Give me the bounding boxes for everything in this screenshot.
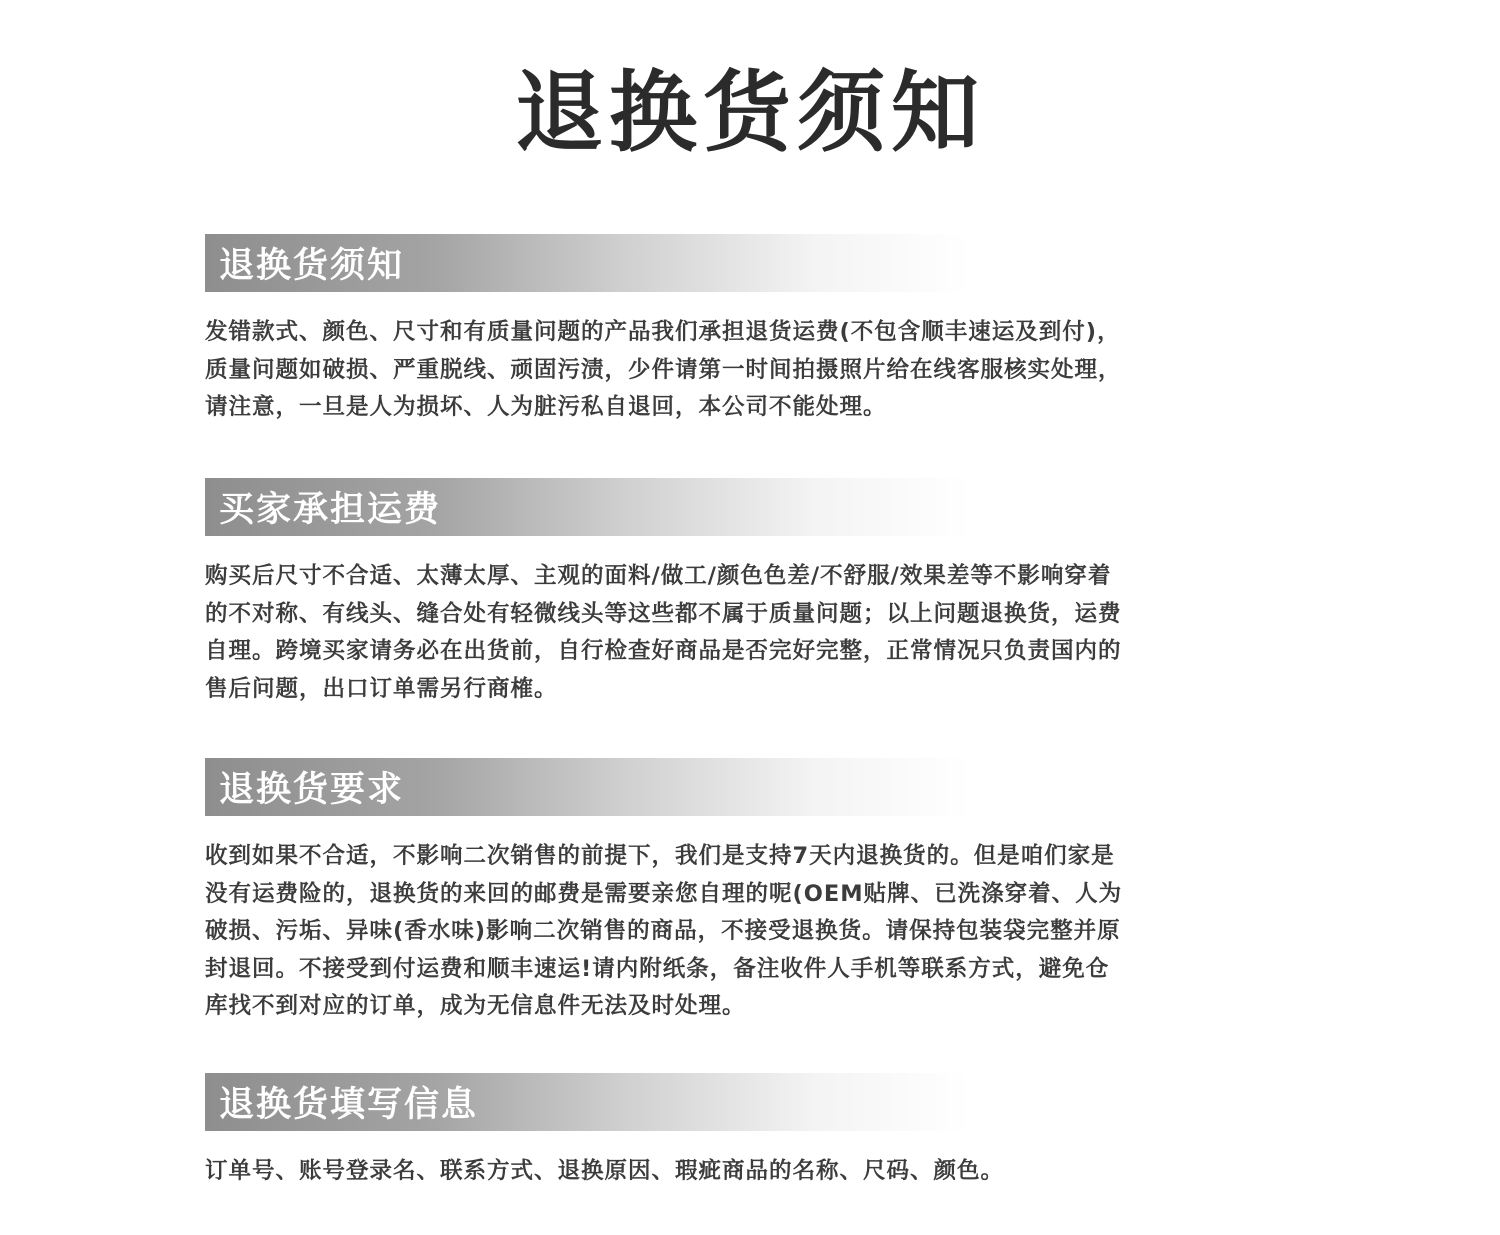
section-title: 退换货填写信息 [219, 1085, 479, 1125]
section-return-notice [205, 234, 1245, 427]
section-body [205, 838, 1245, 1026]
paragraph-line: 订单号、账号登录名、联系方式、退换原因、瑕疵商品的名称、尺码、颜色。 [205, 1158, 1005, 1184]
paragraph-line: 售后问题，出口订单需另行商榷。 [205, 675, 558, 702]
paragraph-line: 破损、污垢、异味(香水味)影响二次销售的商品，不接受退换货。请保持包装袋完整并原 [205, 918, 1121, 944]
section-header [205, 1073, 970, 1131]
section-buyer-shipping [205, 478, 1245, 708]
paragraph-line: 购买后尺寸不合适、太薄太厚、主观的面料/做工/颜色色差/不舒服/效果差等不影响穿着 [205, 563, 1112, 589]
section-header [205, 234, 970, 292]
paragraph-line: 自理。跨境买家请务必在出货前，自行检查好商品是否完好完整，正常情况只负责国内的 [205, 638, 1122, 664]
paragraph-line: 收到如果不合适，不影响二次销售的前提下，我们是支持7天内退换货的。但是咱们家是 [205, 843, 1115, 869]
paragraph-line: 发错款式、颜色、尺寸和有质量问题的产品我们承担退货运费(不包含顺丰速运及到付)， [205, 319, 1121, 345]
paragraph-line: 库找不到对应的订单，成为无信息件无法及时处理。 [205, 993, 746, 1019]
paragraph-line: 没有运费险的，退换货的来回的邮费是需要亲您自理的呢(OEM贴牌、已洗涤穿着、人为 [205, 880, 1123, 907]
paragraph-line: 的不对称、有线头、缝合处有轻微线头等这些都不属于质量问题；以上问题退换货，运费 [205, 600, 1122, 627]
section-title: 退换货要求 [219, 770, 405, 810]
paragraph-line: 请注意，一旦是人为损坏、人为脏污私自退回，本公司不能处理。 [205, 394, 887, 420]
section-title: 买家承担运费 [219, 490, 442, 530]
section-return-info [205, 1073, 1245, 1191]
section-body [205, 1153, 1245, 1191]
paragraph-line: 质量问题如破损、严重脱线、顽固污渍，少件请第一时间拍摄照片给在线客服核实处理， [205, 356, 1122, 383]
section-body [205, 558, 1245, 708]
section-header [205, 478, 970, 536]
paragraph-line: 封退回。不接受到付运费和顺丰速运!请内附纸条，备注收件人手机等联系方式，避免仓 [205, 955, 1110, 982]
section-header [205, 758, 970, 816]
section-title: 退换货须知 [219, 246, 405, 286]
section-return-requirements [205, 758, 1245, 1026]
section-body [205, 314, 1245, 427]
page-title: 退换货须知 [514, 61, 985, 164]
